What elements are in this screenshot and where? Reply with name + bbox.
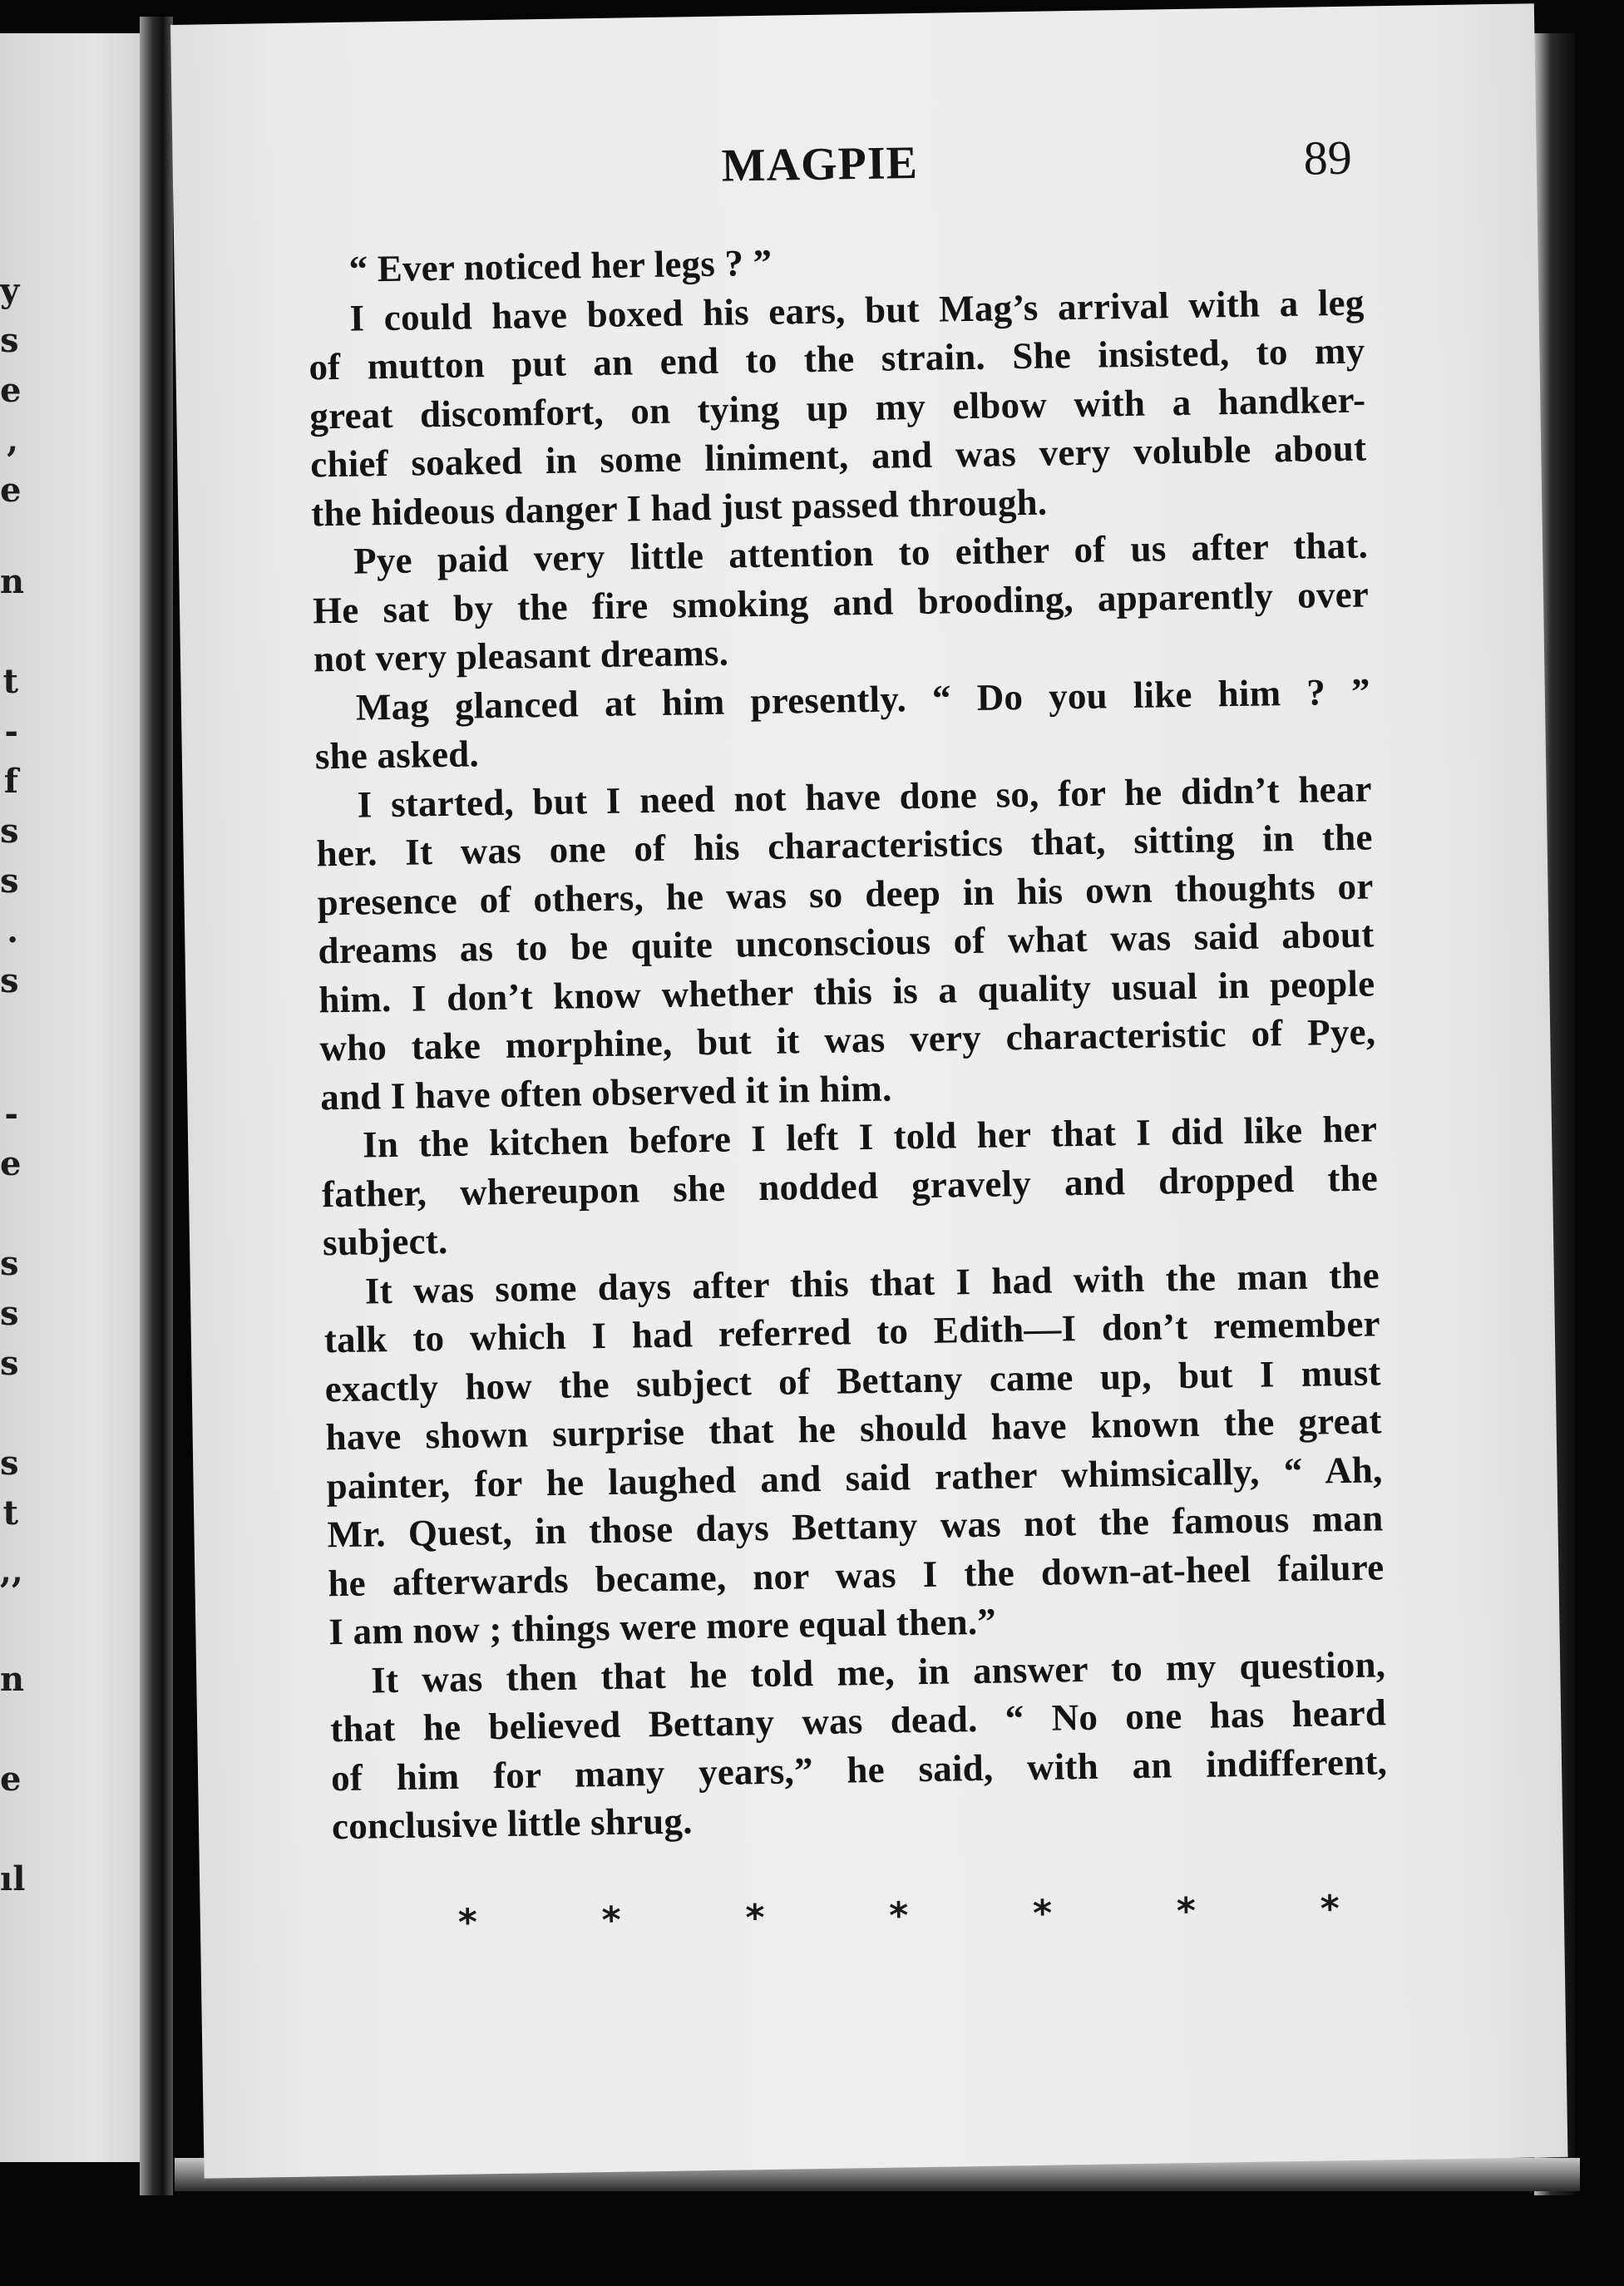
section-break-ornaments bbox=[457, 1888, 1340, 1944]
asterisk-ornament: * bbox=[745, 1897, 765, 1940]
body-text bbox=[307, 230, 1388, 1851]
text-line: presence of others, he was so deep in his own thoughts or bbox=[317, 864, 1374, 923]
margin-character: e bbox=[0, 371, 22, 410]
margin-character: , bbox=[7, 421, 18, 460]
margin-character: f bbox=[3, 762, 18, 801]
margin-character: - bbox=[4, 712, 18, 751]
asterisk-ornament: * bbox=[457, 1901, 478, 1944]
margin-character: e bbox=[0, 1760, 22, 1799]
text-line: father, whereupon she nodded gravely and dropped the bbox=[321, 1156, 1379, 1215]
asterisk-ornament: * bbox=[888, 1894, 909, 1938]
text-line: of mutton put an end to the strain. She insisted, to my bbox=[309, 329, 1365, 388]
page-header bbox=[172, 126, 1537, 215]
margin-character: n bbox=[0, 1660, 25, 1699]
text-line: of him for many years,” he said, with an indifferent, bbox=[330, 1740, 1388, 1799]
margin-character: s bbox=[0, 321, 19, 360]
text-line: exactly how the subject of Bettany came up, but I must bbox=[324, 1350, 1382, 1410]
text-line: him. I don’t know whether this is a quality usual in people bbox=[318, 961, 1375, 1020]
asterisk-ornament: * bbox=[1176, 1889, 1197, 1933]
margin-character: s bbox=[0, 1294, 19, 1333]
margin-character: t bbox=[2, 662, 18, 701]
margin-character: n bbox=[0, 562, 25, 601]
text-line: have shown surprise that he should have known the great bbox=[325, 1400, 1382, 1459]
margin-character: ıl bbox=[0, 1859, 26, 1898]
margin-character: s bbox=[0, 961, 19, 1000]
text-line: painter, for he laughed and said rather whimsically, “ Ah, bbox=[326, 1448, 1383, 1507]
asterisk-ornament: * bbox=[1032, 1892, 1053, 1935]
margin-character: - bbox=[4, 1094, 18, 1133]
margin-character: ,, bbox=[0, 1552, 23, 1591]
running-head: MAGPIE bbox=[721, 136, 919, 192]
margin-character: s bbox=[0, 1444, 19, 1483]
text-line: Mr. Quest, in those days Bettany was not the famous man bbox=[327, 1497, 1384, 1556]
text-line: It was some days after this that I had with the man the bbox=[364, 1253, 1380, 1312]
text-line: she asked. bbox=[314, 733, 480, 778]
text-line: I started, but I need not have done so, for he didn’t hear bbox=[357, 767, 1372, 826]
text-line: her. It was one of his characteristics that, sitting in the bbox=[316, 816, 1373, 875]
text-line: chief soaked in some liniment, and was very voluble about bbox=[309, 427, 1367, 486]
text-line: and I have often observed it in him. bbox=[319, 1067, 892, 1118]
margin-character: s bbox=[0, 812, 19, 851]
text-line: that he believed Bettany was dead. “ No one has heard bbox=[329, 1691, 1387, 1750]
book-page bbox=[170, 3, 1567, 2178]
margin-character: s bbox=[0, 1244, 19, 1283]
text-line: conclusive little shrug. bbox=[331, 1800, 693, 1848]
asterisk-ornament: * bbox=[601, 1898, 622, 1943]
text-line: “ Ever noticed her legs ? ” bbox=[348, 241, 773, 290]
text-line: I could have boxed his ears, but Mag’s arrival with a leg bbox=[349, 280, 1365, 339]
margin-character: y bbox=[0, 271, 20, 310]
text-line: Mag glanced at him presently. “ Do you like him ? ” bbox=[355, 669, 1371, 728]
asterisk-ornament: * bbox=[1320, 1888, 1340, 1931]
text-line: great discomfort, on tying up my elbow with a handker- bbox=[309, 378, 1366, 437]
margin-character: . bbox=[7, 911, 18, 950]
text-line: talk to which I had referred to Edith—I don’t remember bbox=[323, 1302, 1381, 1361]
page-number: 89 bbox=[1303, 130, 1353, 185]
previous-page-sliver bbox=[0, 33, 158, 2162]
text-line: Pye paid very little attention to either of us after that. bbox=[353, 524, 1369, 582]
text-line: who take morphine, but it was very characteristic of Pye, bbox=[318, 1010, 1376, 1069]
margin-character: e bbox=[0, 1144, 22, 1183]
text-line: In the kitchen before I left I told her that I did like her bbox=[362, 1108, 1378, 1166]
text-line: He sat by the fire smoking and brooding, apparently over bbox=[312, 572, 1370, 631]
book-gutter bbox=[140, 17, 173, 2195]
text-line: he afterwards became, nor was I the down-at-heel failure bbox=[328, 1545, 1385, 1604]
margin-character: s bbox=[0, 1344, 19, 1383]
text-line: subject. bbox=[322, 1219, 448, 1264]
margin-character: s bbox=[0, 862, 19, 901]
margin-character: e bbox=[0, 471, 22, 510]
text-line: the hideous danger I had just passed through. bbox=[310, 481, 1048, 534]
text-line: It was then that he told me, in answer to my question, bbox=[370, 1642, 1386, 1701]
text-line: I am now ; things were more equal then.” bbox=[328, 1600, 997, 1653]
text-line: dreams as to be quite unconscious of what was said about bbox=[318, 913, 1375, 972]
text-line: not very pleasant dreams. bbox=[313, 631, 729, 680]
margin-character: t bbox=[2, 1494, 18, 1533]
